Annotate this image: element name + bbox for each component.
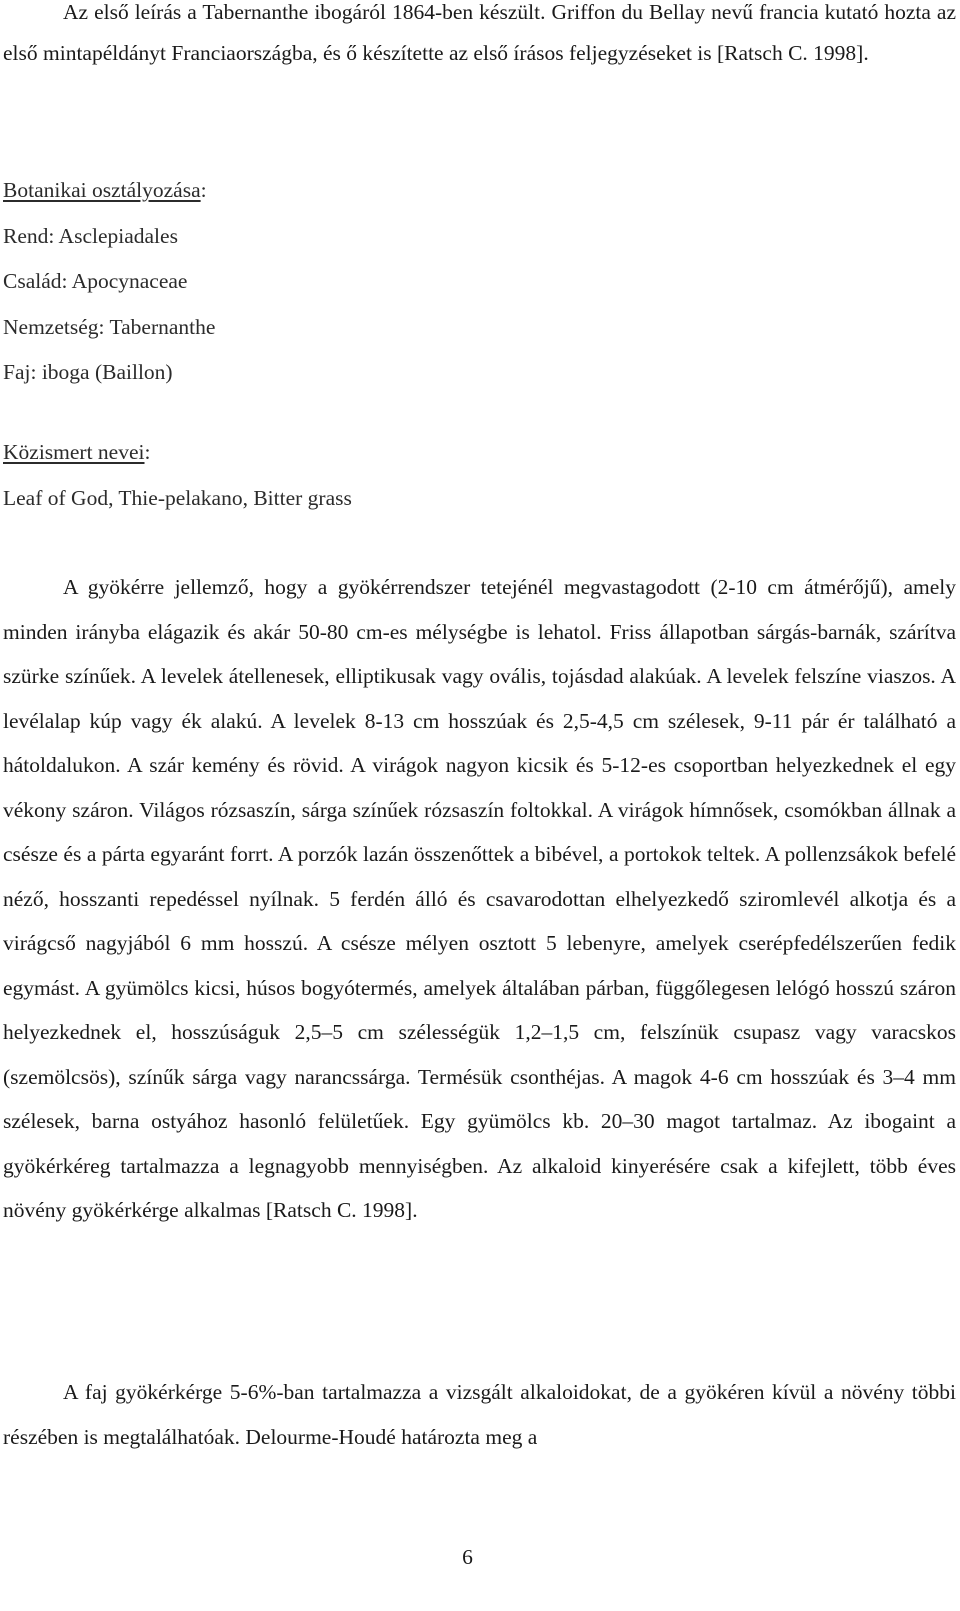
common-names-heading-colon: : bbox=[144, 440, 151, 464]
common-names-heading bbox=[3, 430, 956, 476]
classification-genus: Nemzetség: Tabernanthe bbox=[3, 314, 216, 339]
classification-species: Faj: iboga (Baillon) bbox=[3, 360, 173, 384]
continuation-section bbox=[3, 1370, 956, 1459]
classification-heading-text: Botanikai osztályozása bbox=[3, 178, 201, 202]
page-number: 6 bbox=[462, 1545, 473, 1569]
intro-section bbox=[3, 0, 956, 74]
intro-paragraph: Az első leírás a Tabernanthe ibogáról 1864-ben készült. Griffon du Bellay nevű francia kutató hozta az első mintapéldányt Franciaországba, és ő készítette az első írásos feljegyzéseket is [Ratsch C. 1998]. bbox=[3, 0, 956, 65]
common-names-heading-text: Közismert nevei bbox=[3, 440, 145, 464]
continuation-paragraph: A faj gyökérkérge 5-6%-ban tartalmazza a vizsgált alkaloidokat, de a gyökéren kívül a növény többi részében is megtalálhatóak. Delourme-Houdé határozta meg a bbox=[3, 1380, 956, 1449]
description-paragraph: A gyökérre jellemző, hogy a gyökérrendszer tetejénél megvastagodott (2-10 cm átmérőjű), amely minden irányba elágazik és akár 50-80 cm-es mélységbe is lehatol. Friss állapotban sárgás-barnák, szárítva szürke színűek. A levelek átellenesek, elliptikusak vagy ovális, tojásdad alakúak. A levelek felszíne viaszos. A levélalap kúp vagy ék alakú. A levelek 8-13 cm hosszúak és 2,5-4,5 cm szélesek, 9-11 pár ér található a hátoldalukon. A szár kemény és rövid. A virágok nagyon kicsik és 5-12-es csoportban helyezkednek el egy vékony száron. Világos rózsaszín, sárga színűek rózsaszín foltokkal. A virágok hímnősek, csomókban állnak a csésze és a párta egyaránt forrt. A porzók lazán összenőttek a bibével, a portokok teltek. A pollenzsákok befelé néző, hosszanti repedéssel nyílnak. 5 ferdén álló és csavarodottan elhelyezkedő sziromlevél alkotja és a virágcső nagyjából 6 mm hosszú. A csésze mélyen osztott 5 lebenyre, amelyek cserépfedélszerűen fedik egymást. A gyümölcs kicsi, húsos bogyótermés, amelyek általában párban, függőlegesen lelógó hosszú száron helyezkednek el, hosszúságuk 2,5–5 cm szélességük 1,2–1,5 cm, felszínük csupasz vagy varacskos (szemölcsös), színűk sárga vagy narancssárga. Termésük csonthéjas. A magok 4-6 cm hosszúak és 3–4 mm szélesek, barna ostyához hasonló felületűek. Egy gyümölcs kb. 20–30 magot tartalmaz. Az ibogaint a gyökérkéreg tartalmazza a legnagyobb mennyiségben. Az alkaloid kinyerésére csak a kifejlett, több éves növény gyökérkérge alkalmas [Ratsch C. 1998]. bbox=[3, 575, 956, 1222]
classification-heading bbox=[3, 168, 956, 214]
common-names-section bbox=[3, 430, 956, 521]
common-names-list: Leaf of God, Thie-pelakano, Bitter grass bbox=[3, 485, 352, 510]
classification-section bbox=[3, 168, 956, 396]
classification-family: Család: Apocynaceae bbox=[3, 269, 188, 293]
classification-order: Rend: Asclepiadales bbox=[3, 223, 178, 248]
classification-heading-colon: : bbox=[200, 178, 207, 202]
description-section bbox=[3, 565, 956, 1233]
